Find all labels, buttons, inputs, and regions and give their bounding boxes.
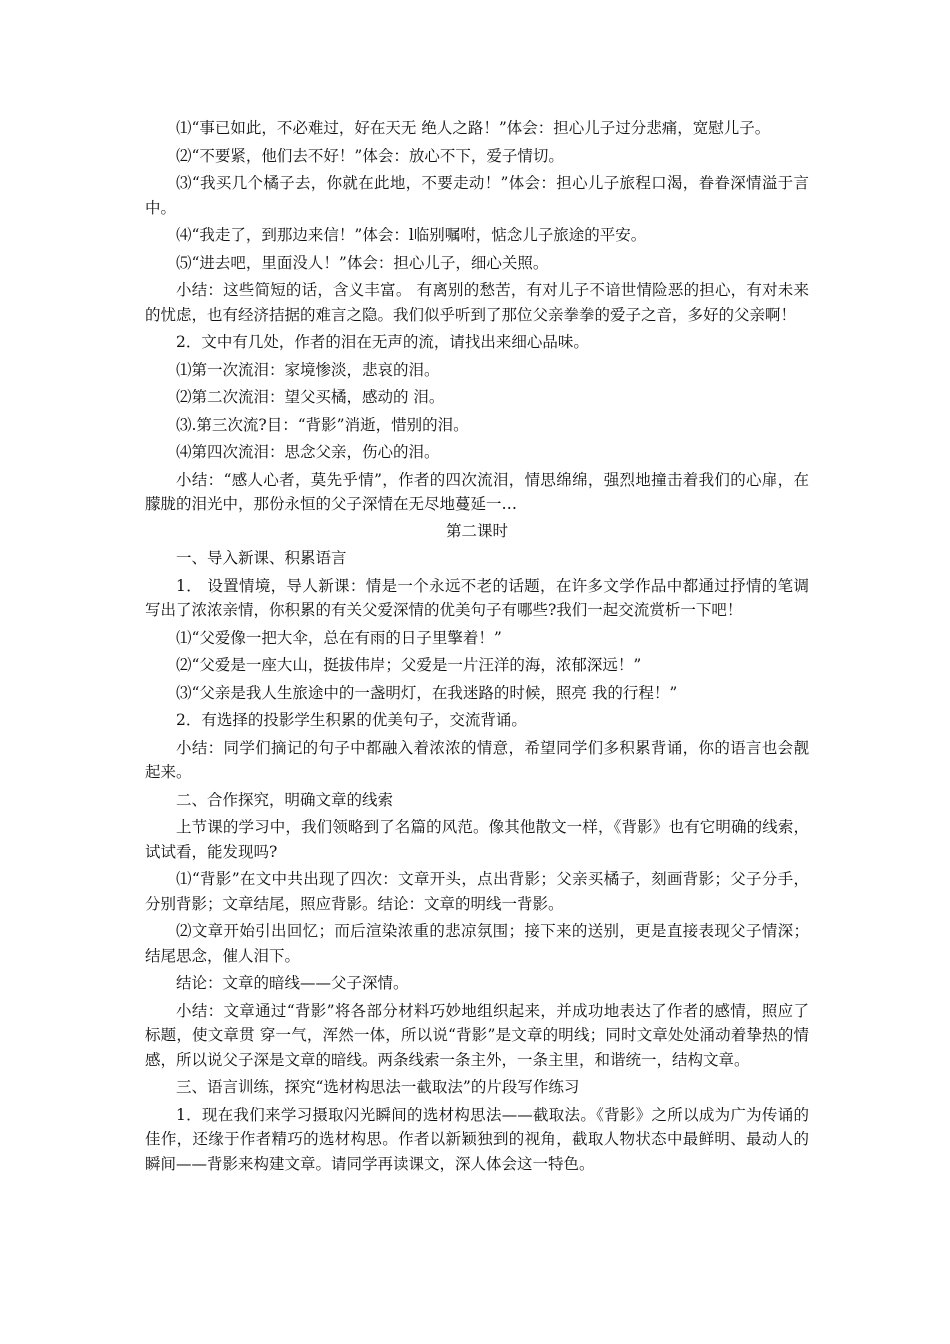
paragraph: 2．文中有几处，作者的泪在无声的流，请找出来细心品味。 <box>176 333 589 351</box>
paragraph: 二、合作探究，明确文章的线索 <box>176 790 394 809</box>
paragraph: 上节课的学习中，我们领略到了名篇的风范。像其他散文一样，《背影》也有它明确的线索，试试看，能发现吗? <box>145 818 809 861</box>
paragraph: ⑴“父爱像一把大伞，总在有雨的日子里擎着！” <box>176 628 502 647</box>
paragraph: ⑴“事已如此，不必难过，好在天无 绝人之路！”体会：担心儿子过分悲痛，宽慰儿子。 <box>176 119 771 137</box>
paragraph: 小结：这些简短的话，含义丰富。 有离别的愁苦，有对儿子不谙世情险恶的担心，有对未来的忧虑，也有经济拮据的难言之隐。我们似乎听到了那位父亲拳拳的爱子之音，多好的父亲啊！ <box>145 281 809 324</box>
paragraph: ⑶“父亲是我人生旅途中的一盏明灯，在我迷路的时候，照亮 我的行程！” <box>176 683 678 702</box>
paragraph: ⑵文章开始引出回忆；而后渲染浓重的悲凉氛围；接下来的送别，更是直接表现父子情深；结尾思念，催人泪下。 <box>145 922 809 965</box>
paragraph: ⑵“不要紧，他们去不好！”体会：放心不下，爱子情切。 <box>176 146 564 165</box>
paragraph: 小结：同学们摘记的句子中都融入着浓浓的情意，希望同学们多积累背诵，你的语言也会靓起来。 <box>145 738 809 781</box>
paragraph: 小结：“感人心者，莫先乎情”，作者的四次流泪，情思绵绵，强烈地撞击着我们的心扉，在朦胧的泪光中，那份永恒的父子深情在无尽地蔓延一… <box>145 470 809 513</box>
paragraph: 三、语言训练，探究“选材构思法一截取法”的片段写作练习 <box>176 1078 580 1096</box>
paragraph: 一、导入新课、积累语言 <box>176 549 347 567</box>
paragraph: ⑷“我走了，到那边来信！”体会：l临别嘱咐，惦念儿子旅途的平安。 <box>176 226 647 244</box>
paragraph: ⑵“父爱是一座大山，挺拔伟岸；父爱是一片汪洋的海，浓郁深远！” <box>176 656 642 674</box>
paragraph: ⑶.第三次流?目：“背影”消逝，惜别的泪。 <box>176 415 469 434</box>
paragraph: 1． 设置情境，导人新课：情是一个永远不老的话题，在许多文学作品中都通过抒情的笔调写出了浓浓亲情，你积累的有关父爱深情的优美句子有哪些?我们一起交流赏析一下吧！ <box>145 576 809 619</box>
paragraph: ⑷第四次流泪：思念父亲，伤心的泪。 <box>176 443 440 461</box>
paragraph: ⑴“背影”在文中共出现了四次：文章开头，点出背影；父亲买橘子，刻画背影；父子分手，分别背影；文章结尾，照应背影。结论：文章的明线一背影。 <box>145 870 809 913</box>
paragraph: ⑵第二次流泪：望父买橘，感动的 泪。 <box>176 388 445 406</box>
paragraph: 小结：文章通过“背影”将各部分材料巧妙地组织起来，并成功地表达了作者的感情，照应了标题，使文章贯 穿一气，浑然一体，所以说“背影”是文章的明线；同时文章处处涌动着挚热的情感，所以说父子深是文章的暗线。两条线索一条主外，一条主里，和谐统一，结构文章。 <box>145 1001 809 1069</box>
document-page <box>145 116 809 1176</box>
paragraph: 结论：文章的暗线——父子深情。 <box>176 974 409 992</box>
paragraph: ⑴第一次流泪：家境惨淡，悲哀的泪。 <box>176 360 440 379</box>
section-heading: 第二课时 <box>445 521 508 540</box>
paragraph: ⑶“我买几个橘子去，你就在此地，不要走动！”体会：担心儿子旅程口渴，眷眷深情溢于言 中。 <box>145 174 809 217</box>
paragraph: 2．有选择的投影学生积累的优美句子，交流背诵。 <box>176 711 527 729</box>
paragraph: ⑸“进去吧，里面没人！”体会：担心儿子，细心关照。 <box>176 253 549 272</box>
paragraph: 1．现在我们来学习摄取闪光瞬间的选材构思法——截取法。《背影》之所以成为广为传诵的佳作，还缘于作者精巧的选材构思。作者以新颖独到的视角，截取人物状态中最鲜明、最动人的瞬间——背影来构建文章。请同学再读课文，深人体会这一特色。 <box>145 1105 809 1173</box>
